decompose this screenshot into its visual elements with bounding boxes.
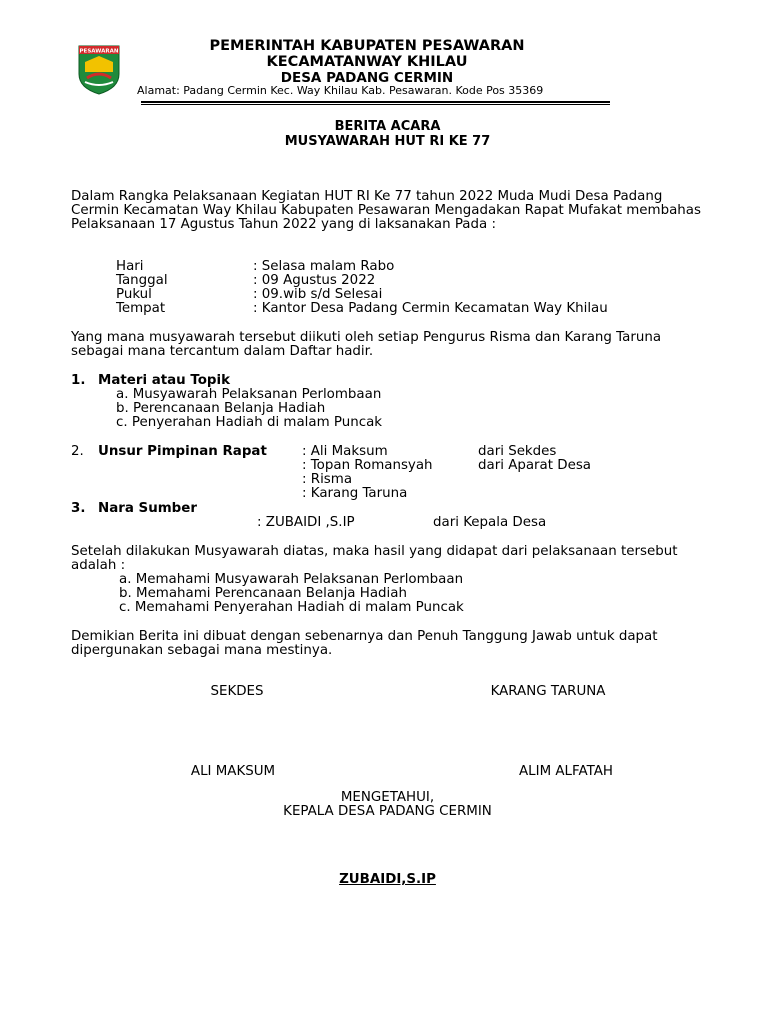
document-subtitle: MUSYAWARAH HUT RI KE 77	[284, 134, 491, 149]
detail-label-date: Tanggal	[116, 273, 168, 288]
document-title: BERITA ACARA	[334, 119, 441, 134]
detail-label-place: Tempat	[116, 301, 166, 316]
logo-text: PESAWARAN	[79, 48, 119, 55]
letterhead-address: Alamat: Padang Cermin Kec. Way Khilau Kab. Pesawaran. Kode Pos 35369	[137, 84, 544, 97]
section1-item: a. Musyawarah Pelaksanan Perlombaan	[116, 387, 382, 402]
attendance-paragraph: Yang mana musyawarah tersebut diikuti oleh setiap Pengurus Risma dan Karang Taruna sebagai mana tercantum dalam Daftar hadir.	[71, 330, 662, 359]
acknowledge-line2: KEPALA DESA PADANG CERMIN	[283, 804, 492, 819]
acknowledge-line1: MENGETAHUI,	[340, 790, 435, 805]
section2-number: 2.	[71, 444, 84, 459]
detail-value-place: : Kantor Desa Padang Cermin Kecamatan Way Khilau	[253, 301, 608, 316]
signature-role-left: SEKDES	[210, 684, 264, 699]
section1-number: 1.	[71, 373, 86, 388]
intro-paragraph: Dalam Rangka Pelaksanaan Kegiatan HUT RI Ke 77 tahun 2022 Muda Mudi Desa Padang Cermin Kecamatan Way Khilau Kabupaten Pesawaran Mengadakan Rapat Mufakat membahas Pelaksanaan 17 Agustus Tahun 2022 yang di laksanakan Pada :	[71, 189, 701, 232]
village-head-name: ZUBAIDI,S.IP	[339, 872, 436, 887]
section1-item: c. Penyerahan Hadiah di malam Puncak	[116, 415, 383, 430]
leader-name: : Karang Taruna	[302, 486, 408, 501]
letterhead-rule-thin	[141, 104, 610, 105]
leader-origin: dari Sekdes	[478, 444, 557, 459]
detail-value-date: : 09 Agustus 2022	[253, 273, 376, 288]
leader-name: : Ali Maksum	[302, 444, 388, 459]
section1-item: b. Perencanaan Belanja Hadiah	[116, 401, 326, 416]
leader-name: : Topan Romansyah	[302, 458, 433, 473]
letterhead-line3: DESA PADANG CERMIN	[280, 70, 454, 86]
leader-origin: dari Aparat Desa	[478, 458, 592, 473]
signature-role-right: KARANG TARUNA	[490, 684, 606, 699]
signature-name-right: ALIM ALFATAH	[519, 764, 613, 779]
detail-label-day: Hari	[116, 259, 144, 274]
detail-value-day: : Selasa malam Rabo	[253, 259, 395, 274]
detail-label-time: Pukul	[116, 287, 152, 302]
section3-title: Nara Sumber	[98, 501, 197, 516]
letterhead-rule	[141, 101, 610, 103]
signature-name-left: ALI MAKSUM	[190, 764, 276, 779]
letterhead-line2: KECAMATANWAY KHILAU	[266, 54, 468, 70]
section2-title: Unsur Pimpinan Rapat	[98, 444, 267, 459]
result-item: a. Memahami Musyawarah Pelaksanan Perlombaan	[119, 572, 464, 587]
result-intro: Setelah dilakukan Musyawarah diatas, maka hasil yang didapat dari pelaksanaan tersebut adalah :	[71, 544, 678, 573]
speaker-name: : ZUBAIDI ,S.IP	[257, 515, 355, 530]
section1-title: Materi atau Topik	[98, 373, 231, 388]
closing-paragraph: Demikian Berita ini dibuat dengan sebenarnya dan Penuh Tanggung Jawab untuk dapat dipergunakan sebagai mana mestinya.	[71, 629, 658, 658]
result-item: c. Memahami Penyerahan Hadiah di malam Puncak	[119, 600, 464, 615]
section3-number: 3.	[71, 501, 86, 516]
leader-name: : Risma	[302, 472, 353, 487]
letterhead-line1: PEMERINTAH KABUPATEN PESAWARAN	[209, 38, 525, 54]
speaker-origin: dari Kepala Desa	[433, 515, 547, 530]
detail-value-time: : 09.wib s/d Selesai	[253, 287, 383, 302]
result-item: b. Memahami Perencanaan Belanja Hadiah	[119, 586, 407, 601]
